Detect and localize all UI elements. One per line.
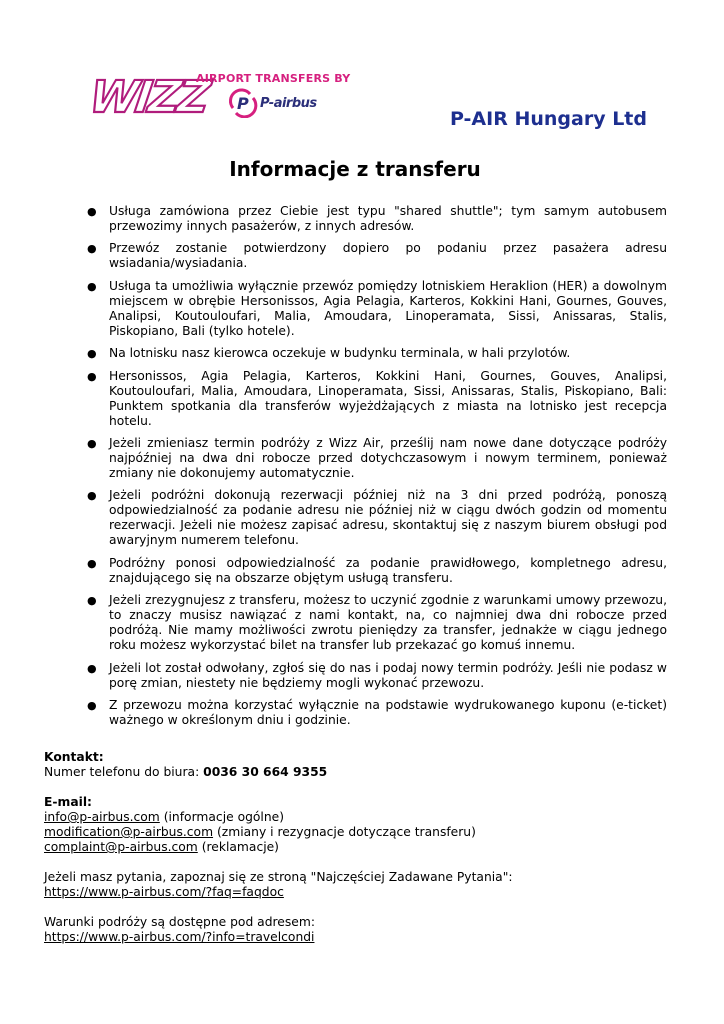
bullet-icon: ● <box>87 205 97 218</box>
list-item: ● Jeżeli zmieniasz termin podróży z Wizz Air, prześlij nam nowe dane dotyczące podróży najpóźniej na dwa dni robocze przed dotychczasowym i nowym terminem, ponieważ zmiany nie dokonujemy automatycznie. <box>87 435 667 480</box>
email-note: (informacje ogólne) <box>163 810 285 824</box>
bullet-icon: ● <box>87 698 97 712</box>
transfers-by-label: AIRPORT TRANSFERS BY <box>196 72 351 85</box>
phone-number: 0036 30 664 9355 <box>203 765 328 779</box>
email-note: (zmiany i rezygnacje dotyczące transferu) <box>216 825 476 839</box>
bullet-icon: ● <box>87 279 97 293</box>
bullet-icon: ● <box>87 661 97 675</box>
pairbus-p-icon <box>228 88 258 118</box>
bullet-icon: ● <box>87 594 97 608</box>
list-item: ● Jeżeli podróżni dokonują rezerwacji później niż na 3 dni przed podróżą, ponoszą odpowiedzialność za podanie adresu nie później niż w ciągu dwóch godzin od momentu rezerwacji. Jeżeli nie możesz zapisać adresu, skontaktuj się z naszym biurem obsługi pod awaryjnym numerem telefonu. <box>87 488 667 548</box>
email-link-info[interactable]: info@p-airbus.com <box>44 810 160 824</box>
bullet-icon: ● <box>87 369 97 383</box>
contact-heading: Kontakt: <box>44 750 104 764</box>
info-list <box>81 204 667 735</box>
list-item: ● Jeżeli lot został odwołany, zgłoś się do nas i podaj nowy termin podróży. Jeśli nie podasz w porę zmian, niestety nie będziemy mogli wykonać przewozu. <box>87 660 667 690</box>
phone-line <box>44 765 684 780</box>
company-name: P-AIR Hungary Ltd <box>449 108 647 130</box>
page-title: Informacje z transferu <box>229 157 481 181</box>
contact-section <box>44 750 684 945</box>
wizz-logo: WIZZ <box>86 72 211 123</box>
email-line <box>44 825 684 840</box>
list-item: ● Przewóz zostanie potwierdzony dopiero po podaniu przez pasażera adresu wsiadania/wysiadania. <box>87 241 667 271</box>
email-line <box>44 840 684 855</box>
email-note: (reklamacje) <box>201 840 279 854</box>
list-item: ● Usługa zamówiona przez Ciebie jest typu "shared shuttle"; tym samym autobusem przewozimy innych pasażerów, z innych adresów. <box>87 204 667 233</box>
list-item: ● Podróżny ponosi odpowiedzialność za podanie prawidłowego, kompletnego adresu, znajdującego się na obszarze objętym usługą transferu. <box>87 555 667 585</box>
bullet-icon: ● <box>87 242 97 256</box>
faq-text: Jeżeli masz pytania, zapoznaj się ze stroną "Najczęściej Zadawane Pytania": <box>44 870 513 884</box>
email-heading: E-mail: <box>44 795 92 809</box>
bullet-icon: ● <box>87 347 97 361</box>
phone-label: Numer telefonu do biura: <box>44 765 200 779</box>
list-item: ● Hersonissos, Agia Pelagia, Karteros, Kokkini Hani, Gournes, Gouves, Analipsi, Koutouloufari, Malia, Amoudara, Linoperamata, Sissi, Anissaras, Stalis, Piskopiano, Bali: Punktem spotkania dla transferów wyjeżdżających z miasta na lotnisko jest recepcja hotelu. <box>87 368 667 428</box>
email-link-modification[interactable]: modification@p-airbus.com <box>44 825 214 839</box>
email-link-complaint[interactable]: complaint@p-airbus.com <box>44 840 198 854</box>
terms-link[interactable]: https://www.p-airbus.com/?info=travelcondi <box>44 930 315 944</box>
email-line <box>44 810 684 825</box>
list-item: ● Usługa ta umożliwia wyłącznie przewóz pomiędzy lotniskiem Heraklion (HER) a dowolnym miejscem w obrębie Hersonissos, Agia Pelagia, Karteros, Kokkini Hani, Gournes, Gouves, Analipsi, Koutouloufari, Malia, Amoudara, Linoperamata, Sissi, Anissaras, Stalis, Piskopiano, Bali (tylko hotele). <box>87 278 667 338</box>
list-item: ● Na lotnisku nasz kierowca oczekuje w budynku terminala, w hali przylotów. <box>87 346 571 361</box>
terms-text: Warunki podróży są dostępne pod adresem: <box>44 915 315 929</box>
pairbus-logo <box>228 88 317 118</box>
list-item: ● Jeżeli zrezygnujesz z transferu, możesz to uczynić zgodnie z warunkami umowy przewozu, to znaczy musisz nawiązać z nami kontakt, na, co najmniej dwa dni robocze przed podróżą. Nie mamy możliwości zwrotu pieniędzy za transfer, jednakże w ciągu jednego roku możesz wykorzystać bilet na transfer lub przekazać go komuś innemu. <box>87 593 667 653</box>
svg-text:P: P <box>237 94 249 113</box>
bullet-icon: ● <box>87 436 97 450</box>
faq-link[interactable]: https://www.p-airbus.com/?faq=faqdoc <box>44 885 284 899</box>
list-item: ● Z przewozu można korzystać wyłącznie na podstawie wydrukowanego kuponu (e-ticket) ważnego w określonym dniu i godzinie. <box>87 697 667 727</box>
pairbus-text: P-airbus <box>260 95 317 111</box>
bullet-icon: ● <box>87 489 97 503</box>
bullet-icon: ● <box>87 556 97 570</box>
